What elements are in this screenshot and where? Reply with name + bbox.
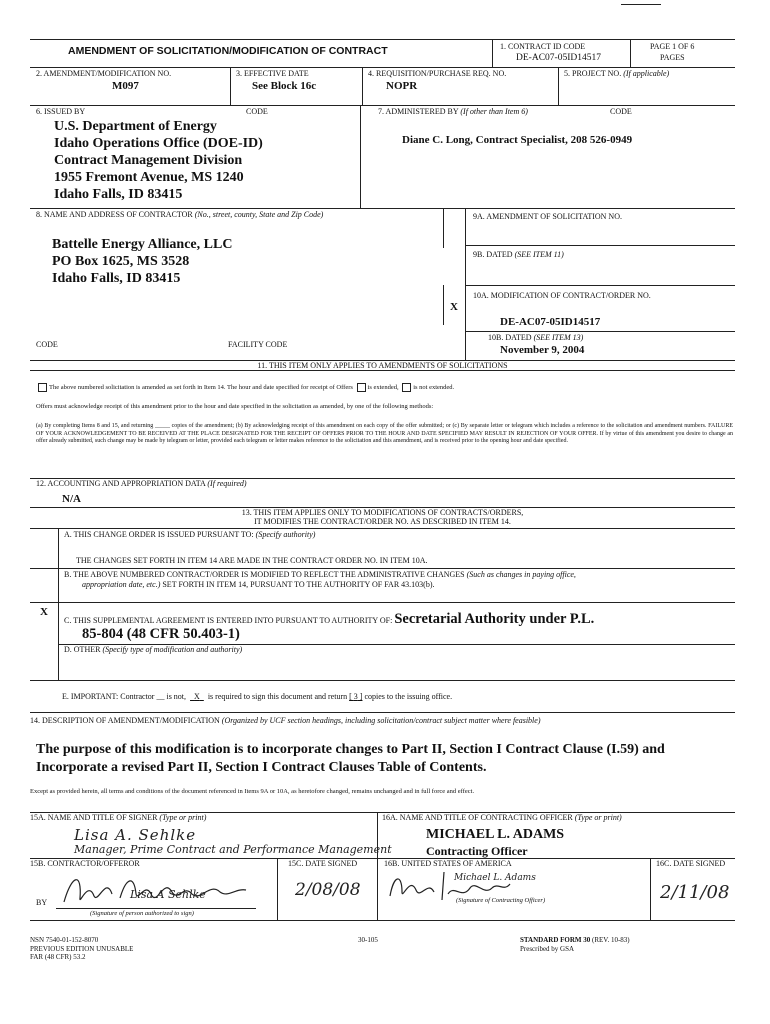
admin-name: Diane C. Long, Contract Specialist, 208 526-0949 <box>402 134 633 146</box>
amend-no-label: 2. AMENDMENT/MODIFICATION NO. <box>36 69 172 78</box>
item13a-label: A. THIS CHANGE ORDER IS ISSUED PURSUANT TO: (Specify authority) <box>64 530 316 539</box>
block9a-label: 9A. AMENDMENT OF SOLICITATION NO. <box>473 212 622 221</box>
label-16c: 16C. DATE SIGNED <box>656 859 726 868</box>
block10b-label: 10B. DATED (SEE ITEM 13) <box>488 333 584 342</box>
block10a-label: 10A. MODIFICATION OF CONTRACT/ORDER NO. <box>473 291 651 300</box>
officer-signature-text: Michael L. Adams <box>454 873 536 883</box>
item13c-value2: 85-804 (48 CFR 50.403-1) <box>82 626 240 642</box>
facility-code-label: FACILITY CODE <box>228 340 288 349</box>
contractor-label: 8. NAME AND ADDRESS OF CONTRACTOR (No., street, county, State and Zip Code) <box>36 210 324 219</box>
block10a-value: DE-AC07-05ID14517 <box>500 316 601 328</box>
date-16c-handwritten: 2/11/08 <box>660 882 730 903</box>
eff-date-value: See Block 16c <box>252 80 317 92</box>
footer-mid: 30-105 <box>358 936 378 944</box>
item11-line2: Offers must acknowledge receipt of this amendment prior to the hour and date specified in the solicitation as amended, by one of the following methods: <box>36 403 434 410</box>
item13a-text: THE CHANGES SET FORTH IN ITEM 14 ARE MADE IN THE CONTRACT ORDER NO. IN ITEM 10A. <box>76 556 428 565</box>
form-title: AMENDMENT OF SOLICITATION/MODIFICATION OF CONTRACT <box>68 45 388 57</box>
req-value: NOPR <box>386 80 418 92</box>
item13-heading: 13. THIS ITEM APPLIES ONLY TO MODIFICATIONS OF CONTRACTS/ORDERS, IT MODIFIES THE CONTRACT/ORDER NO. AS DESCRIBED IN ITEM 14. <box>241 508 524 526</box>
block10b-value: November 9, 2004 <box>500 344 585 356</box>
item13c-line1: C. THIS SUPPLEMENTAL AGREEMENT IS ENTERED INTO PURSUANT TO AUTHORITY OF: Secretarial Authority under P.L. <box>64 611 595 627</box>
item14-label: 14. DESCRIPTION OF AMENDMENT/MODIFICATION (Organized by UCF section headings, including solicitation/contract subject matter where feasible) <box>30 716 541 725</box>
item12-value: N/A <box>62 493 81 505</box>
block9b-label: 9B. DATED (SEE ITEM 11) <box>473 250 564 259</box>
label-15b: 15B. CONTRACTOR/OFFEROR <box>30 859 140 868</box>
item12-label: 12. ACCOUNTING AND APPROPRIATION DATA (If required) <box>36 479 247 488</box>
block10-check-mark: X <box>450 301 458 313</box>
admin-code-label: CODE <box>610 107 632 116</box>
important-check-mark: X <box>194 692 200 701</box>
contract-id-label: 1. CONTRACT ID CODE <box>500 42 586 51</box>
item11-heading: 11. THIS ITEM ONLY APPLIES TO AMENDMENTS OF SOLICITATIONS <box>257 361 508 370</box>
label-15a: 15A. NAME AND TITLE OF SIGNER (Type or print) <box>30 813 207 822</box>
issued-label: 6. ISSUED BY <box>36 107 86 116</box>
eff-date-label: 3. EFFECTIVE DATE <box>236 69 309 78</box>
signer-title-handwritten: Manager, Prime Contract and Performance Management <box>74 843 392 856</box>
admin-label: 7. ADMINISTERED BY (If other than Item 6) <box>378 107 528 116</box>
contractor-signature-text: Lisa A Sehlke <box>130 888 206 901</box>
item11-line1: The above numbered solicitation is amended as set forth in Item 14. The hour and date specified for receipt of Offers is extended, is not extended. <box>36 383 454 392</box>
contractor-address: Battelle Energy Alliance, LLC PO Box 1625, MS 3528 Idaho Falls, ID 83415 <box>52 237 233 286</box>
contract-id-value: DE-AC07-05ID14517 <box>516 53 601 63</box>
officer-title: Contracting Officer <box>426 844 528 858</box>
footer-right: STANDARD FORM 30 (REV. 10-83) Prescribed by GSA <box>520 936 630 953</box>
item13b-label2: appropriation date, etc.) SET FORTH IN ITEM 14, PURSUANT TO THE AUTHORITY OF FAR 43.103(b). <box>82 580 435 589</box>
checkbox-icon[interactable] <box>38 383 47 392</box>
label-16b: 16B. UNITED STATES OF AMERICA <box>384 859 512 868</box>
item14-text: The purpose of this modification is to incorporate changes to Part II, Section I Contract Clause (I.59) and Incorporate a revised Part II, Section I Contract Clauses Table of Contents. <box>36 742 665 775</box>
checkbox-icon[interactable] <box>402 383 411 392</box>
project-label: 5. PROJECT NO. (If applicable) <box>564 69 670 78</box>
issued-code-label: CODE <box>246 107 268 116</box>
item13d-label: D. OTHER (Specify type of modification and authority) <box>64 645 243 654</box>
by-label: BY <box>36 898 48 907</box>
officer-name: MICHAEL L. ADAMS <box>426 827 565 842</box>
item11-para: (a) By completing Items 8 and 15, and returning _____ copies of the amendment; (b) By acknowledging receipt of this amendment on each copy of the offer submitted; or (c) By separate letter or telegram which includes a reference to the solicitation and amendment numbers. FAILURE OF YOUR ACKNOWLEDGEMENT TO BE RECEIVED AT THE PLACE DESIGNATED FOR THE RECEIPT OF OFFERS PRIOR TO THE HOUR AND DATE SPECIFIED MAY RESULT IN REJECTION OF YOUR OFFER. If by virtue of this amendment you desire to change an offer already submitted, such change may be made by telegram or letter, provided each telegram or letter makes reference to the solicitation and this amendment, and is received prior to the opening hour and date specified. <box>36 423 733 444</box>
footer-left: NSN 7540-01-152-8070 PREVIOUS EDITION UNUSABLE FAR (48 CFR) 53.2 <box>30 936 134 961</box>
issued-address: U.S. Department of Energy Idaho Operations Office (DOE-ID) Contract Management Division 1955 Fremont Avenue, MS 1240 Idaho Falls, ID 83415 <box>54 119 263 202</box>
page-label: PAGE 1 OF 6 <box>650 42 695 51</box>
contractor-signature-icon <box>60 868 250 910</box>
item13b-label: B. THE ABOVE NUMBERED CONTRACT/ORDER IS MODIFIED TO REFLECT THE ADMINISTRATIVE CHANGES (Such as changes in paying office, <box>64 570 576 579</box>
important-line: E. IMPORTANT: Contractor __ is not, X is required to sign this document and return [ 3 ] copies to the issuing office. <box>62 692 453 701</box>
date-15c-handwritten: 2/08/08 <box>295 880 361 900</box>
signer-name-handwritten: Lisa A. Sehlke <box>74 826 197 844</box>
item13c-mark: X <box>40 606 48 618</box>
top-mark <box>621 4 661 5</box>
contractor-code-label: CODE <box>36 340 58 349</box>
label-15c: 15C. DATE SIGNED <box>288 859 358 868</box>
sig16-caption: (Signature of Contracting Officer) <box>456 897 546 904</box>
sig15-caption: (Signature of person authorized to sign) <box>90 910 194 917</box>
amend-no-value: M097 <box>112 80 139 92</box>
pages-label: PAGES <box>660 53 685 62</box>
checkbox-icon[interactable] <box>357 383 366 392</box>
label-16a: 16A. NAME AND TITLE OF CONTRACTING OFFICER (Type or print) <box>382 813 622 822</box>
req-label: 4. REQUISITION/PURCHASE REQ. NO. <box>368 69 507 78</box>
item14-except: Except as provided herein, all terms and conditions of the document referenced in Items 9A or 10A, as heretofore changed, remains unchanged and in full force and effect. <box>30 788 475 795</box>
